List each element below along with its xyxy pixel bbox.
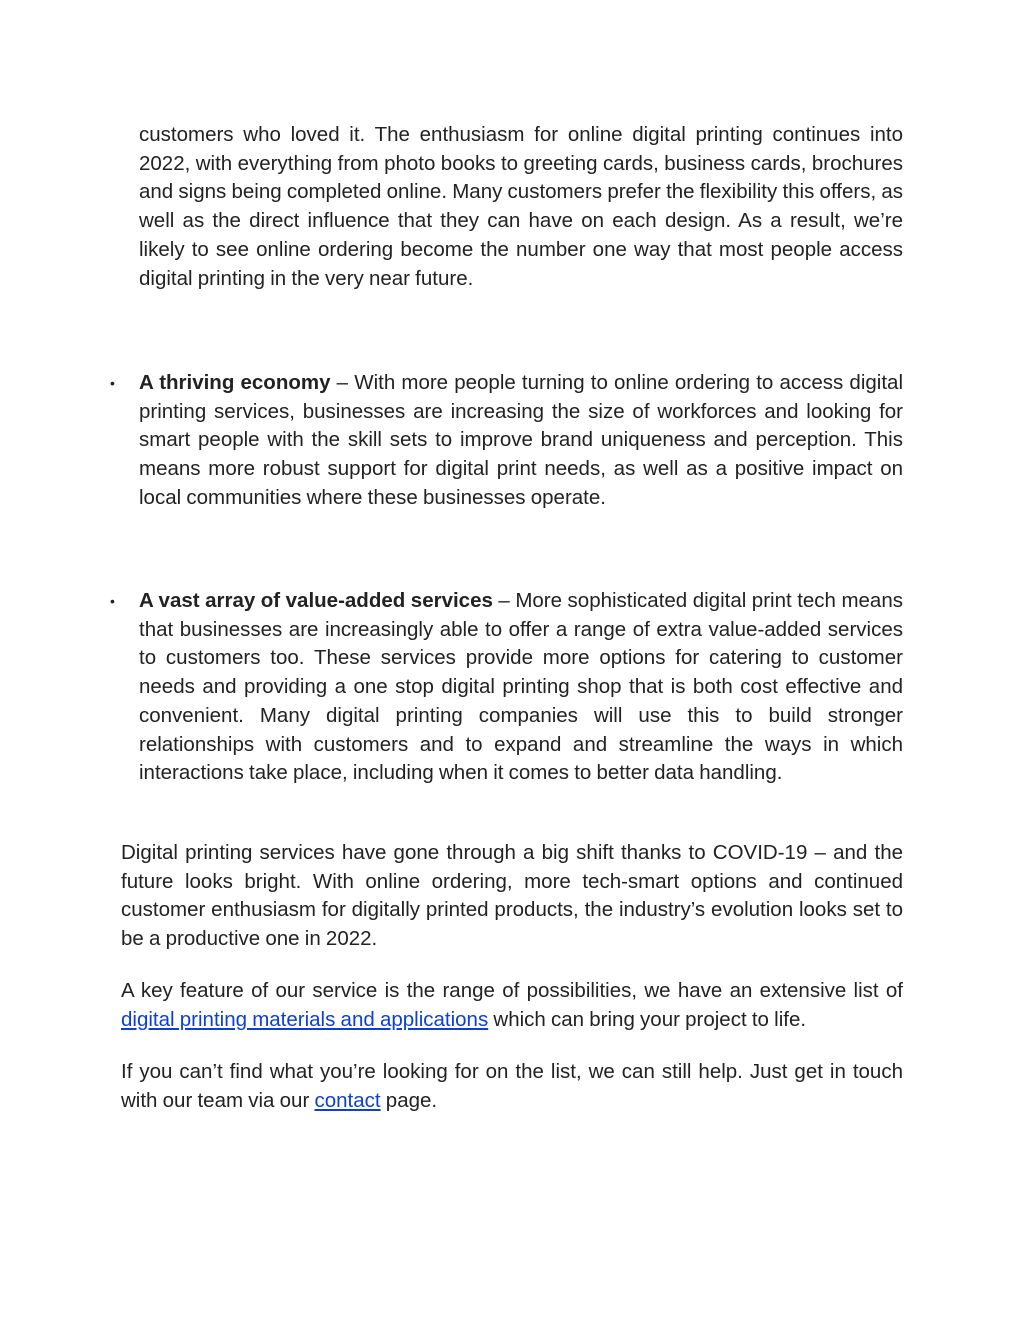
contact-text-after: page.: [380, 1088, 438, 1112]
bullet-title: A vast array of value-added services: [139, 589, 493, 612]
bullet-text: [139, 587, 903, 788]
intro-continuation-paragraph: customers who loved it. The enthusiasm for online digital printing continues into 2022, with everything from photo books to greeting cards, business cards, brochures and signs being completed online. Many customers prefer the flexibility this offers, as well as the direct influence that they can have on each design. As a result, we’re likely to see online ordering become the number one way that most people access digital printing in the very near future.: [139, 123, 903, 290]
feature-text-before: A key feature of our service is the range of possibilities, we have an extensive list of: [121, 979, 903, 1002]
bullet-title: A thriving economy: [139, 371, 331, 394]
conclusion-paragraph: Digital printing services have gone through a big shift thanks to COVID-19 – and the future looks bright. With online ordering, more tech-smart options and continued customer enthusiasm for digitally printed products, the industry’s evolution looks set to be a productive one in 2022.: [121, 841, 903, 951]
feature-text-after: which can bring your project to life.: [488, 1007, 807, 1031]
contact-link[interactable]: contact: [314, 1088, 381, 1112]
contact-text-before: If you can’t find what you’re looking for on the list, we can still help. Just get in touch with our team via our: [121, 1060, 903, 1112]
contact-paragraph: [121, 1058, 903, 1115]
bullet-marker: •: [110, 593, 115, 609]
bullet-text: [139, 369, 903, 513]
bullet-marker: •: [110, 375, 115, 391]
feature-paragraph: [121, 977, 903, 1034]
bullet-body: – With more people turning to online ordering to access digital printing services, businesses are increasing the size of workforces and looking for smart people with the skill sets to improve brand uniqueness and perception. This means more robust support for digital print needs, as well as a positive impact on local communities where these businesses operate.: [139, 371, 903, 509]
materials-applications-link[interactable]: digital printing materials and applications: [121, 1007, 489, 1031]
bullet-body: – More sophisticated digital print tech means that businesses are increasingly able to offer a range of extra value-added services to customers too. These services provide more options for catering to customer needs and providing a one stop digital printing shop that is both cost effective and convenient. Many digital printing companies will use this to build stronger relationships with customers and to expand and streamline the ways in which interactions take place, including when it comes to better data handling.: [139, 589, 903, 785]
